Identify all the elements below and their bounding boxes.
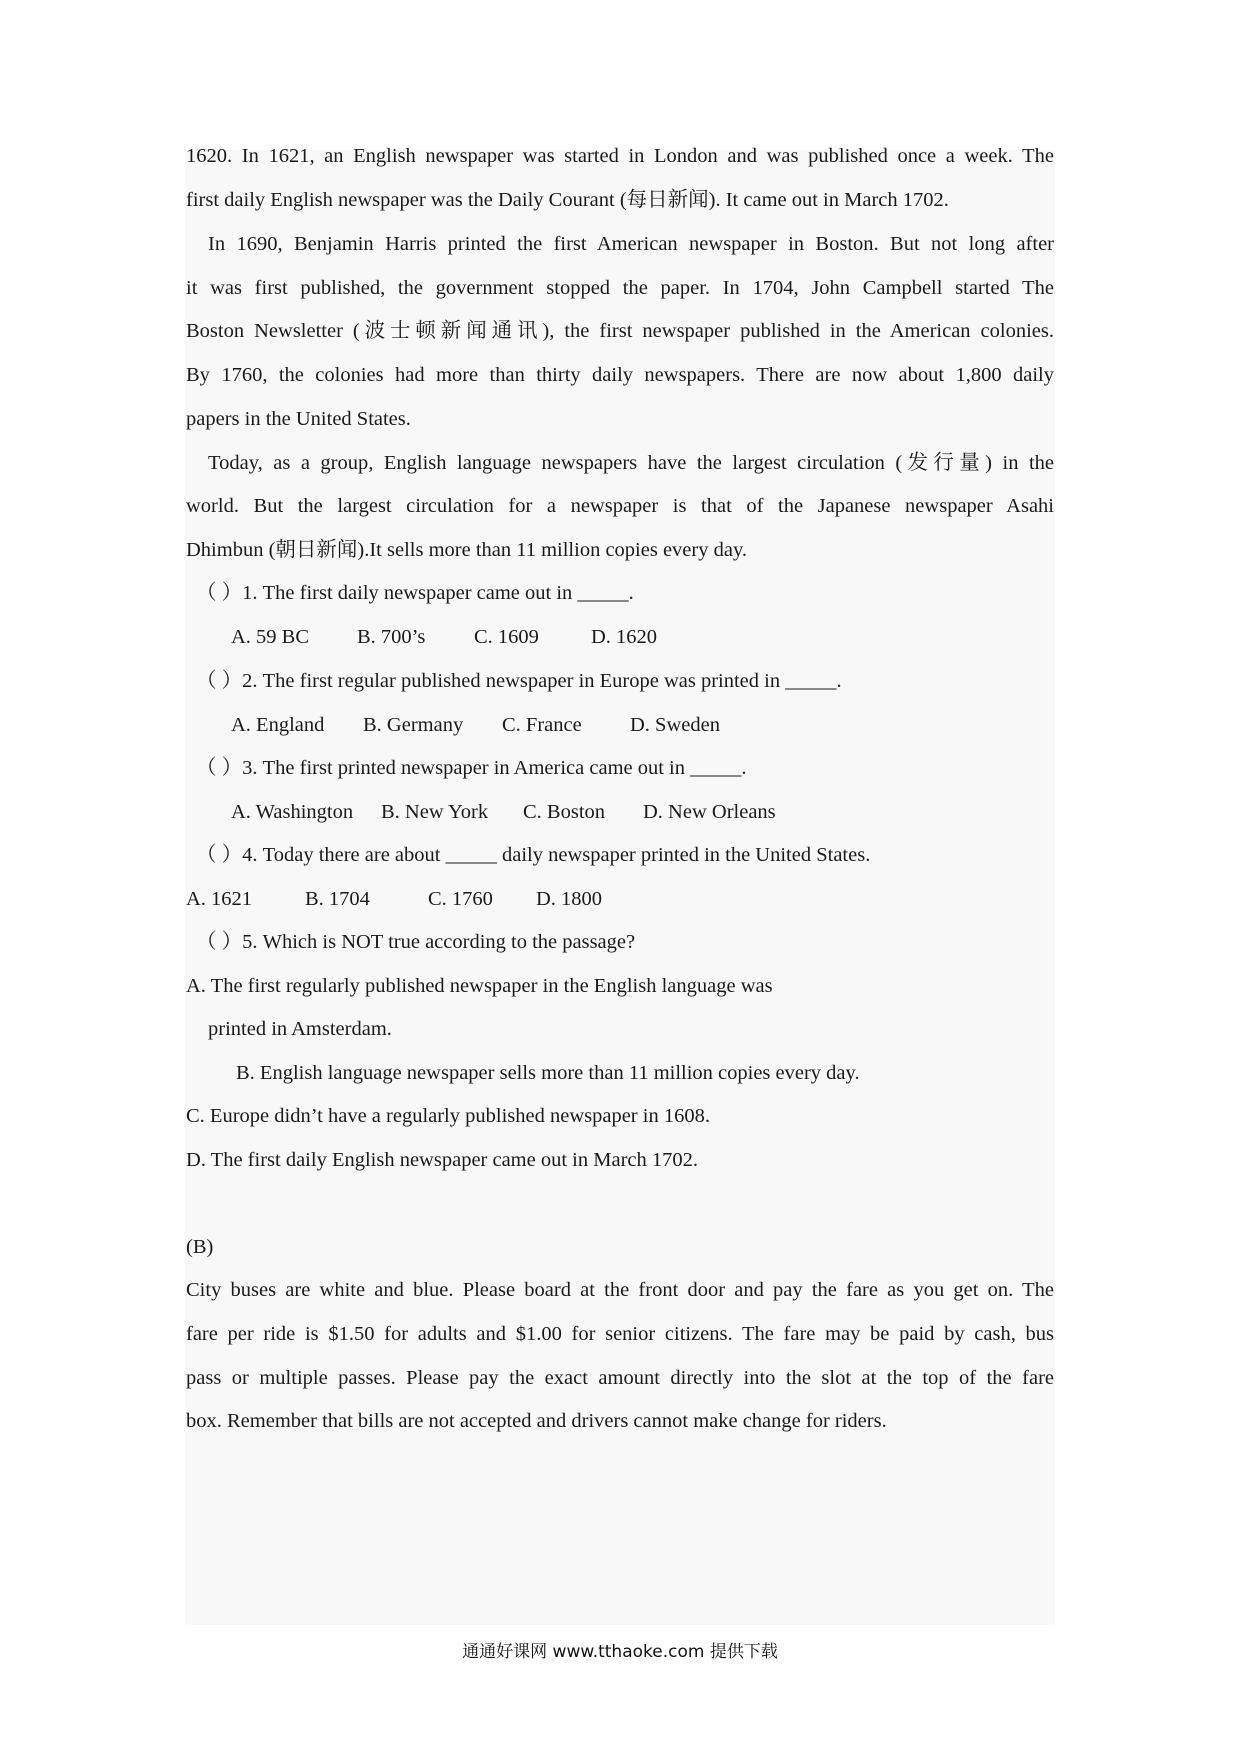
question-5-option-a: A. The first regularly published newspaper in the English language was <box>186 975 773 997</box>
question-4-option-a: A. 1621 <box>186 888 253 910</box>
question-3-option-c: C. Boston <box>523 801 606 823</box>
question-4-option-b: B. 1704 <box>305 888 370 910</box>
passage-line: Today, as a group, English language newspapers have the largest circulation (发行量) in the <box>208 452 1054 474</box>
question-1-option-c: C. 1609 <box>474 626 539 648</box>
page-footer: 通通好课网 www.tthaoke.com 提供下载 <box>462 1642 778 1662</box>
passage-line: In 1690, Benjamin Harris printed the first American newspaper in Boston. But not long after <box>208 233 1054 255</box>
question-5-option-d: D. The first daily English newspaper came out in March 1702. <box>186 1149 698 1171</box>
section-b-line: City buses are white and blue. Please board at the front door and pay the fare as you get on. The <box>186 1279 1054 1301</box>
passage-line: it was first published, the government stopped the paper. In 1704, John Campbell started The <box>186 277 1054 299</box>
question-stem-5: （ ）5. Which is NOT true according to the passage? <box>196 931 636 953</box>
question-1-option-b: B. 700’s <box>357 626 426 648</box>
passage-line: By 1760, the colonies had more than thirty daily newspapers. There are now about 1,800 daily <box>186 364 1054 386</box>
question-2-option-a: A. England <box>231 714 325 736</box>
question-3-option-a: A. Washington <box>231 801 354 823</box>
question-stem-1: （ ）1. The first daily newspaper came out in _____. <box>196 582 634 604</box>
question-stem-3: （ ）3. The first printed newspaper in America came out in _____. <box>196 757 747 779</box>
question-1-option-d: D. 1620 <box>591 626 658 648</box>
question-5-option-a-continued: printed in Amsterdam. <box>208 1018 392 1040</box>
passage-line: Boston Newsletter (波士顿新闻通讯), the first newspaper published in the American colonies. <box>186 320 1054 342</box>
question-stem-4: （ ）4. Today there are about _____ daily newspaper printed in the United States. <box>196 844 871 866</box>
question-stem-2: （ ）2. The first regular published newspaper in Europe was printed in _____. <box>196 670 842 692</box>
question-4-option-c: C. 1760 <box>428 888 493 910</box>
question-2-option-c: C. France <box>502 714 582 736</box>
section-b-line: fare per ride is $1.50 for adults and $1.00 for senior citizens. The fare may be paid by cash, bus <box>186 1323 1054 1345</box>
question-5-option-b: B. English language newspaper sells more than 11 million copies every day. <box>236 1062 860 1084</box>
question-3-option-d: D. New Orleans <box>643 801 776 823</box>
passage-line: world. But the largest circulation for a newspaper is that of the Japanese newspaper Asahi <box>186 495 1054 517</box>
section-b-line: box. Remember that bills are not accepted and drivers cannot make change for riders. <box>186 1410 887 1432</box>
question-5-option-c: C. Europe didn’t have a regularly published newspaper in 1608. <box>186 1105 710 1127</box>
passage-line: first daily English newspaper was the Daily Courant (每日新闻). It came out in March 1702. <box>186 189 949 211</box>
question-1-option-a: A. 59 BC <box>231 626 310 648</box>
question-4-option-d: D. 1800 <box>536 888 603 910</box>
section-b-heading: (B) <box>186 1236 214 1258</box>
passage-line: Dhimbun (朝日新闻).It sells more than 11 million copies every day. <box>186 539 747 561</box>
question-3-option-b: B. New York <box>381 801 489 823</box>
question-2-option-b: B. Germany <box>363 714 464 736</box>
question-2-option-d: D. Sweden <box>630 714 720 736</box>
section-b-line: pass or multiple passes. Please pay the exact amount directly into the slot at the top of the fare <box>186 1367 1054 1389</box>
passage-line: 1620. In 1621, an English newspaper was started in London and was published once a week. The <box>186 145 1054 167</box>
passage-line: papers in the United States. <box>186 408 411 430</box>
